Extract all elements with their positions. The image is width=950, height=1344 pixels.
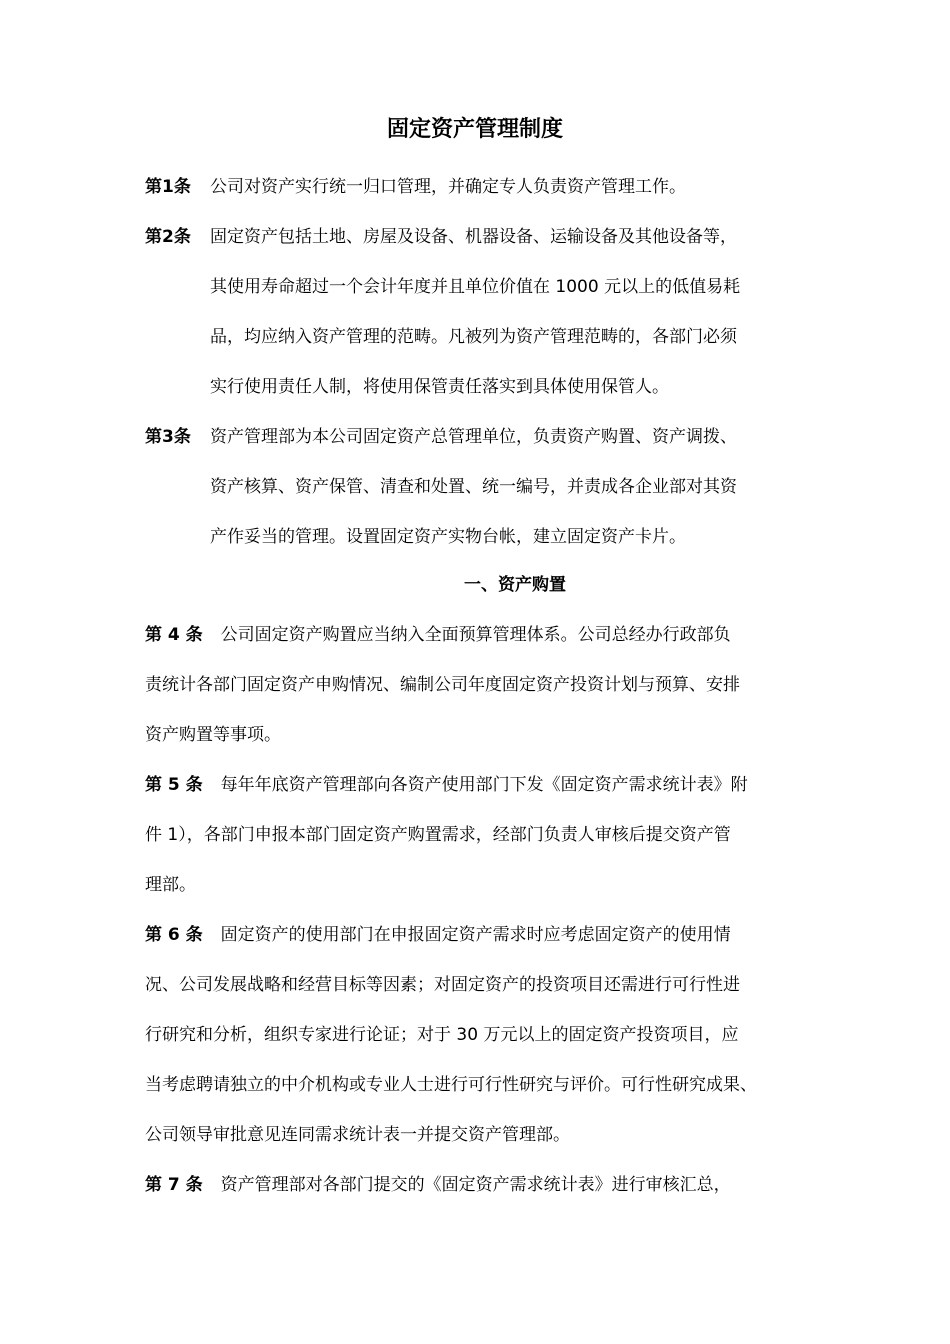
document-title: 固定资产管理制度 xyxy=(386,117,563,142)
article-2-label: 第2条 xyxy=(145,227,191,247)
article-3-line-3: 产作妥当的管理。设置固定资产实物台帐，建立固定资产卡片。 xyxy=(210,527,686,547)
article-4-label: 第 4 条 xyxy=(145,625,203,645)
article-4-line-2: 责统计各部门固定资产申购情况、编制公司年度固定资产投资计划与预算、安排 xyxy=(145,675,740,695)
article-5-line-2: 件 1），各部门申报本部门固定资产购置需求，经部门负责人审核后提交资产管 xyxy=(145,825,731,845)
article-1-label: 第1条 xyxy=(145,177,191,197)
article-6-label: 第 6 条 xyxy=(145,925,203,945)
article-2-line-1: 固定资产包括土地、房屋及设备、机器设备、运输设备及其他设备等， xyxy=(210,227,737,247)
article-2-line-4: 实行使用责任人制，将使用保管责任落实到具体使用保管人。 xyxy=(210,377,669,397)
article-3-label: 第3条 xyxy=(145,427,191,447)
article-2-line-2: 其使用寿命超过一个会计年度并且单位价值在 1000 元以上的低值易耗 xyxy=(210,277,741,297)
article-4-line-3: 资产购置等事项。 xyxy=(145,725,281,745)
article-4-first-line xyxy=(145,620,731,650)
article-6-line-5: 公司领导审批意见连同需求统计表一并提交资产管理部。 xyxy=(145,1125,570,1145)
article-7-line-1: 资产管理部对各部门提交的《固定资产需求统计表》进行审核汇总， xyxy=(220,1175,731,1195)
article-5-line-3: 理部。 xyxy=(145,875,196,895)
article-6-line-1: 固定资产的使用部门在申报固定资产需求时应考虑固定资产的使用情 xyxy=(220,925,731,945)
article-7-first-line xyxy=(145,1170,731,1200)
article-4-line-1: 公司固定资产购置应当纳入全面预算管理体系。公司总经办行政部负 xyxy=(220,625,731,645)
article-6-line-3: 行研究和分析，组织专家进行论证；对于 30 万元以上的固定资产投资项目，应 xyxy=(145,1025,739,1045)
article-6-line-4: 当考虑聘请独立的中介机构或专业人士进行可行性研究与评价。可行性研究成果、 xyxy=(145,1075,757,1095)
article-5-line-1: 每年年底资产管理部向各资产使用部门下发《固定资产需求统计表》附 xyxy=(220,775,748,795)
article-1-line-1: 公司对资产实行统一归口管理，并确定专人负责资产管理工作。 xyxy=(210,177,686,197)
article-6-first-line xyxy=(145,920,731,950)
article-7-label: 第 7 条 xyxy=(145,1175,203,1195)
article-2-line-3: 品，均应纳入资产管理的范畴。凡被列为资产管理范畴的，各部门必须 xyxy=(210,327,737,347)
article-3-line-1: 资产管理部为本公司固定资产总管理单位，负责资产购置、资产调拨、 xyxy=(210,427,737,447)
article-5-label: 第 5 条 xyxy=(145,775,203,795)
article-3-line-2: 资产核算、资产保管、清查和处置、统一编号，并责成各企业部对其资 xyxy=(210,477,737,497)
article-5-first-line xyxy=(145,770,748,800)
section-heading: 一、资产购置 xyxy=(464,575,566,595)
article-6-line-2: 况、公司发展战略和经营目标等因素；对固定资产的投资项目还需进行可行性进 xyxy=(145,975,740,995)
